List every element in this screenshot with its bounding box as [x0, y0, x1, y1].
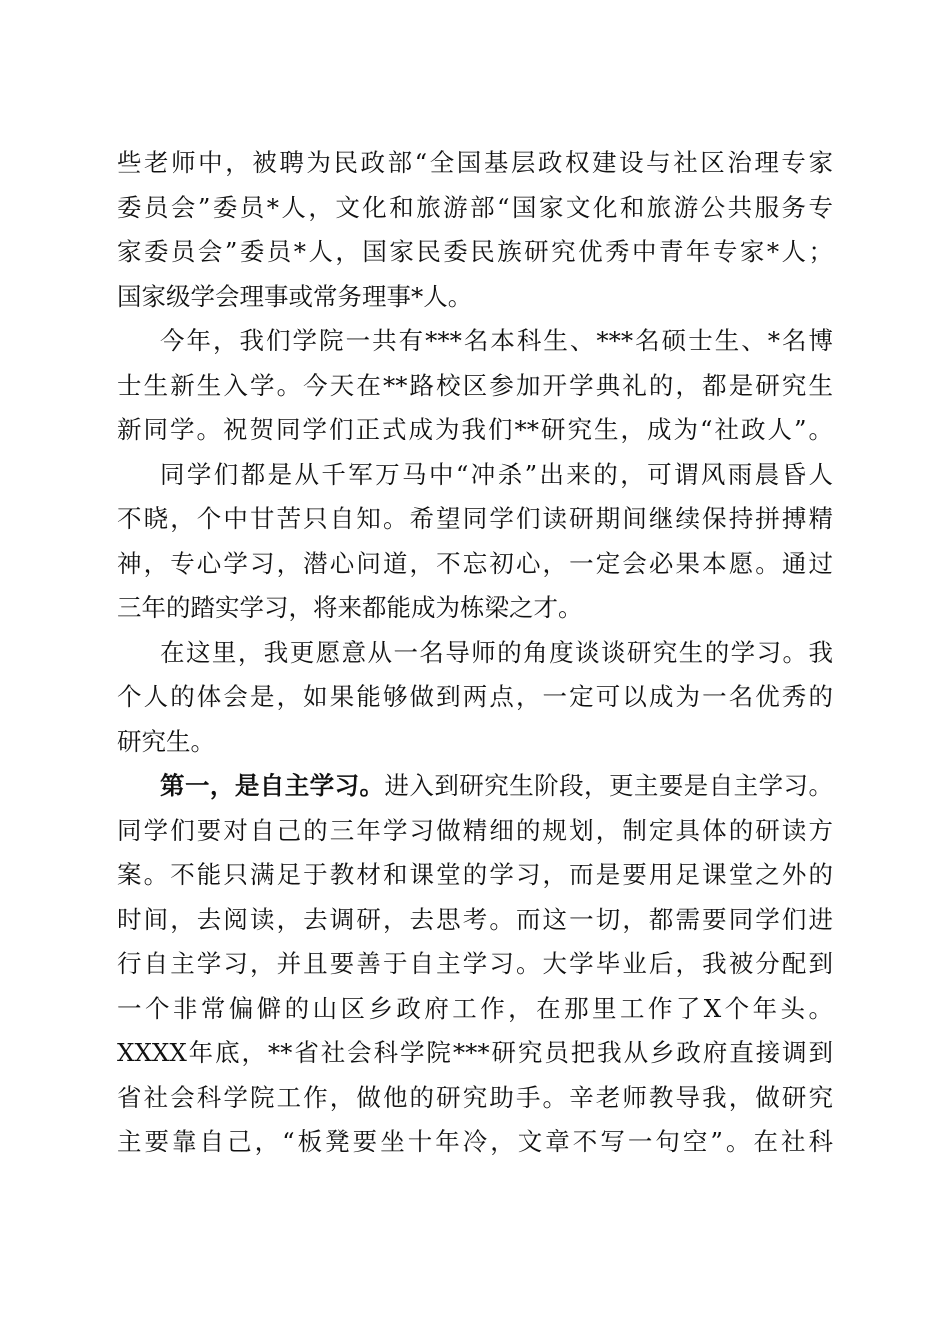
paragraph-first-line: 在这里，我更愿意从一名导师的角度谈谈研究生的学习。我	[160, 637, 833, 667]
text-line: 家委员会”委员*人，国家民委民族研究优秀中青年专家*人；	[117, 237, 833, 266]
text-run: 进入到研究生阶段，更主要是自主学习。	[384, 771, 834, 800]
text-line: 士生新生入学。今天在**路校区参加开学典礼的，都是研究生	[117, 370, 833, 400]
text-line: 个人的体会是，如果能够做到两点，一定可以成为一名优秀的	[117, 682, 833, 711]
text-line: 国家级学会理事或常务理事*人。	[117, 281, 473, 311]
text-line: 神，专心学习，潜心问道，不忘初心，一定会必果本愿。通过	[117, 548, 833, 578]
text-line: 时间，去阅读，去调研，去思考。而这一切，都需要同学们进	[117, 904, 833, 934]
text-line: XXXX年底，**省社会科学院***研究员把我从乡政府直接调到	[117, 1038, 833, 1067]
text-line: 研究生。	[117, 726, 215, 756]
text-line: 些老师中，被聘为民政部“全国基层政权建设与社区治理专家	[117, 148, 833, 177]
text-line: 新同学。祝贺同学们正式成为我们**研究生，成为“社政人”。	[117, 415, 833, 444]
paragraph-first-line	[117, 764, 833, 809]
paragraph-first-line: 今年，我们学院一共有***名本科生、***名硕士生、*名博	[160, 326, 833, 355]
section-heading: 第一，是自主学习。	[160, 771, 385, 800]
text-line: 三年的踏实学习，将来都能成为栋梁之才。	[117, 593, 583, 622]
text-line: 案。不能只满足于教材和课堂的学习，而是要用足课堂之外的	[117, 860, 833, 889]
text-line: 行自主学习，并且要善于自主学习。大学毕业后，我被分配到	[117, 949, 833, 978]
paragraph-first-line: 同学们都是从千军万马中“冲杀”出来的，可谓风雨晨昏人	[160, 459, 833, 489]
text-line: 一个非常偏僻的山区乡政府工作，在那里工作了X个年头。	[117, 993, 833, 1023]
text-line: 省社会科学院工作，做他的研究助手。辛老师教导我，做研究	[117, 1082, 833, 1112]
text-line: 同学们要对自己的三年学习做精细的规划，制定具体的研读方	[117, 815, 833, 845]
document-page	[117, 141, 833, 1165]
text-line: 不晓，个中甘苦只自知。希望同学们读研期间继续保持拼搏精	[117, 504, 833, 533]
text-line: 委员会”委员*人，文化和旅游部“国家文化和旅游公共服务专	[117, 192, 833, 222]
text-line: 主要靠自己，“板凳要坐十年冷，文章不写一句空”。在社科	[117, 1127, 833, 1156]
